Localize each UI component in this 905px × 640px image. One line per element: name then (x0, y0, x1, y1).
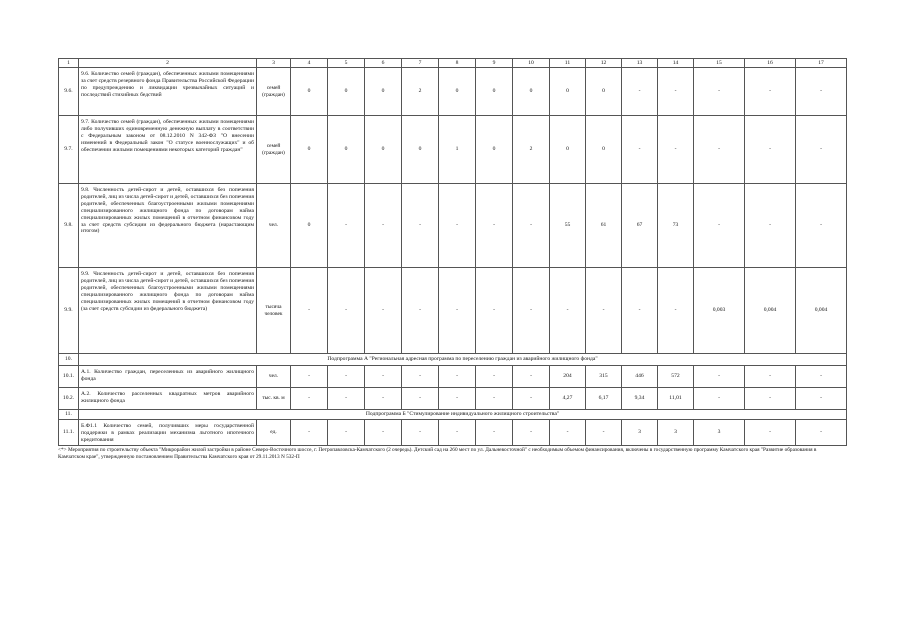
row-number: 9.7. (59, 116, 79, 184)
indicator-value: - (622, 68, 658, 116)
unit-of-measure: ед. (257, 420, 291, 446)
indicator-value: 3 (658, 420, 694, 446)
indicator-value: 4,27 (550, 388, 586, 410)
table-row (59, 116, 847, 184)
indicator-value: 0 (291, 116, 328, 184)
column-number-header: 7 (402, 59, 439, 68)
indicator-value: - (694, 388, 745, 410)
indicator-value: 3 (622, 420, 658, 446)
column-number-header: 15 (694, 59, 745, 68)
indicator-value: - (796, 388, 847, 410)
row-number: 9.9. (59, 268, 79, 354)
indicator-value: - (513, 420, 550, 446)
footnote: <*> Мероприятия по строительству объекта "Микрорайон жилой застройки в районе Северо-Восточного шоссе, г. Петропавловска-Камчатского (2 очередь). Детский сад на 260 мест по ул. Дальневосточной" с необходимым объемом финансирования, включены в государственную программу Камчатского края "Развитие образования в Камчатском крае", утвержденную постановлением Правительства Камчатского края от 29.11.2013 N 532-П (58, 447, 817, 460)
indicator-value: 0 (586, 68, 622, 116)
indicator-value: - (365, 184, 402, 268)
indicator-value: - (439, 268, 476, 354)
row-number: 10.2. (59, 388, 79, 410)
indicator-value: 0 (328, 116, 365, 184)
indicator-value: - (402, 268, 439, 354)
indicator-value: - (745, 116, 796, 184)
header-row (59, 59, 847, 68)
indicator-description: 9.6. Количество семей (граждан), обеспеченных жилыми помещениями за счет средств резервного фонда Правительства Российской Федерации по предупреждению и ликвидации чрезвычайных ситуаций и последствий стихийных бедствий (79, 68, 257, 116)
column-number-header: 14 (658, 59, 694, 68)
indicator-value: - (694, 366, 745, 388)
row-number: 11. (59, 410, 79, 420)
indicator-value: 61 (586, 184, 622, 268)
indicator-value: 204 (550, 366, 586, 388)
indicator-value: - (476, 184, 513, 268)
column-number-header: 10 (513, 59, 550, 68)
indicator-value: - (745, 366, 796, 388)
indicator-value: - (622, 268, 658, 354)
column-number-header: 2 (79, 59, 257, 68)
indicator-value: - (402, 420, 439, 446)
column-number-header: 8 (439, 59, 476, 68)
indicator-value: - (745, 68, 796, 116)
indicator-value: - (550, 420, 586, 446)
indicator-value: - (476, 366, 513, 388)
indicator-value: 0,004 (745, 268, 796, 354)
indicator-value: - (513, 268, 550, 354)
indicator-value: - (658, 68, 694, 116)
indicator-value: - (328, 388, 365, 410)
section-title: Подпрограмма Б "Стимулирование индивидуального жилищного строительства" (79, 410, 847, 420)
indicator-value: - (365, 366, 402, 388)
indicator-value: - (745, 184, 796, 268)
indicator-value: - (796, 184, 847, 268)
indicator-value: - (476, 420, 513, 446)
indicator-value: - (402, 184, 439, 268)
row-number: 10. (59, 354, 79, 366)
indicator-value: 0 (365, 68, 402, 116)
indicator-description: А.2. Количество расселенных квадратных метров аварийного жилищного фонда (79, 388, 257, 410)
indicator-value: - (796, 420, 847, 446)
indicator-value: - (694, 68, 745, 116)
column-number-header: 17 (796, 59, 847, 68)
indicator-value: - (439, 388, 476, 410)
unit-of-measure: семей (граждан) (257, 116, 291, 184)
indicator-value: - (402, 388, 439, 410)
indicator-value: - (796, 116, 847, 184)
indicator-value: - (622, 116, 658, 184)
indicator-value: - (745, 420, 796, 446)
indicator-value: - (291, 268, 328, 354)
section-row (59, 354, 847, 366)
table-row (59, 184, 847, 268)
indicator-description: А.1. Количество граждан, переселенных из аварийного жилищного фонда (79, 366, 257, 388)
section-title: Подпрограмма А "Региональная адресная программа по переселению граждан из аварийного жилищного фонда" (79, 354, 847, 366)
indicator-value: 0 (328, 68, 365, 116)
column-number-header: 9 (476, 59, 513, 68)
table-row (59, 366, 847, 388)
unit-of-measure: тысяча человек (257, 268, 291, 354)
indicators-table (58, 58, 847, 446)
indicator-value: - (586, 420, 622, 446)
indicator-value: 0 (550, 68, 586, 116)
column-number-header: 6 (365, 59, 402, 68)
indicator-value: 9,34 (622, 388, 658, 410)
indicator-value: 0 (365, 116, 402, 184)
indicator-value: 0 (586, 116, 622, 184)
table-body (59, 59, 847, 446)
section-row (59, 410, 847, 420)
indicator-value: - (694, 116, 745, 184)
indicator-value: - (365, 388, 402, 410)
indicator-value: - (328, 366, 365, 388)
indicator-value: - (328, 268, 365, 354)
table-row (59, 420, 847, 446)
indicator-value: 6,17 (586, 388, 622, 410)
indicator-value: - (291, 388, 328, 410)
indicator-value: - (402, 366, 439, 388)
indicator-value: - (513, 184, 550, 268)
column-number-header: 5 (328, 59, 365, 68)
indicator-value: 572 (658, 366, 694, 388)
indicator-description: Б.Ф1.1 Количество семей, получивших меры государственной поддержки в рамках реализации механизма льготного ипотечного кредитования (79, 420, 257, 446)
indicator-value: - (328, 420, 365, 446)
indicator-value: 0 (476, 116, 513, 184)
indicator-value: - (439, 420, 476, 446)
indicator-value: - (513, 388, 550, 410)
column-number-header: 12 (586, 59, 622, 68)
indicator-value: 3 (694, 420, 745, 446)
table-row (59, 68, 847, 116)
indicator-value: 0 (439, 68, 476, 116)
indicator-value: - (745, 388, 796, 410)
unit-of-measure: чел. (257, 366, 291, 388)
indicator-value: 0 (291, 68, 328, 116)
indicator-value: 0 (476, 68, 513, 116)
row-number: 11.1. (59, 420, 79, 446)
indicator-value: - (658, 268, 694, 354)
unit-of-measure: чел. (257, 184, 291, 268)
indicator-value: - (513, 366, 550, 388)
indicator-value: 315 (586, 366, 622, 388)
indicator-description: 9.8. Численность детей-сирот и детей, оставшихся без попечения родителей, лиц из числа детей-сирот и детей, оставшихся без попечения родителей, обеспеченных благоустроенными жилыми помещениями специализированного жилищного фонда по договорам найма специализированных жилых помещений в отчетном финансовом году за счет средств субсидии из федерального бюджета (нарастающим итогом) (79, 184, 257, 268)
indicator-value: 67 (622, 184, 658, 268)
indicator-value: 1 (439, 116, 476, 184)
indicator-value: - (796, 68, 847, 116)
indicator-value: - (476, 268, 513, 354)
table-row (59, 268, 847, 354)
column-number-header: 16 (745, 59, 796, 68)
indicator-description: 9.9. Численность детей-сирот и детей, оставшихся без попечения родителей, лиц из числа детей-сирот и детей, оставшихся без попечения родителей, обеспеченных благоустроенными жилыми помещениями специализированного жилищного фонда по договорам найма специализированных жилых помещений в отчетном финансовом году (за счет средств субсидии из федерального бюджета) (79, 268, 257, 354)
indicator-value: - (365, 268, 402, 354)
column-number-header: 3 (257, 59, 291, 68)
row-number: 9.8. (59, 184, 79, 268)
indicator-value: - (476, 388, 513, 410)
column-number-header: 1 (59, 59, 79, 68)
indicator-value: - (694, 184, 745, 268)
table-row (59, 388, 847, 410)
indicator-value: - (439, 184, 476, 268)
indicator-value: - (365, 420, 402, 446)
indicator-value: 0 (291, 184, 328, 268)
unit-of-measure: тыс. кв. м (257, 388, 291, 410)
indicator-value: - (796, 366, 847, 388)
indicator-value: - (550, 268, 586, 354)
indicator-value: - (586, 268, 622, 354)
unit-of-measure: семей (граждан) (257, 68, 291, 116)
indicator-value: - (291, 366, 328, 388)
indicator-value: 2 (513, 116, 550, 184)
document-page (58, 58, 838, 460)
indicator-value: - (328, 184, 365, 268)
row-number: 9.6. (59, 68, 79, 116)
indicator-value: 0 (513, 68, 550, 116)
indicator-value: 73 (658, 184, 694, 268)
indicator-value: - (439, 366, 476, 388)
row-number: 10.1. (59, 366, 79, 388)
indicator-value: 0,003 (694, 268, 745, 354)
indicator-value: 0 (402, 116, 439, 184)
indicator-value: 0,004 (796, 268, 847, 354)
indicator-value: 446 (622, 366, 658, 388)
indicator-value: 0 (550, 116, 586, 184)
indicator-value: 11,01 (658, 388, 694, 410)
column-number-header: 13 (622, 59, 658, 68)
indicator-value: 2 (402, 68, 439, 116)
indicator-value: - (291, 420, 328, 446)
indicator-value: 55 (550, 184, 586, 268)
indicator-value: - (658, 116, 694, 184)
column-number-header: 11 (550, 59, 586, 68)
column-number-header: 4 (291, 59, 328, 68)
indicator-description: 9.7. Количество семей (граждан), обеспеченных жилыми помещениями либо получивших единовременную денежную выплату в соответствии с Федеральным законом от 08.12.2010 N 342-ФЗ "О внесении изменений в Федеральный закон "О статусе военнослужащих" и об обеспечении жилыми помещениями некоторых категорий граждан" (79, 116, 257, 184)
